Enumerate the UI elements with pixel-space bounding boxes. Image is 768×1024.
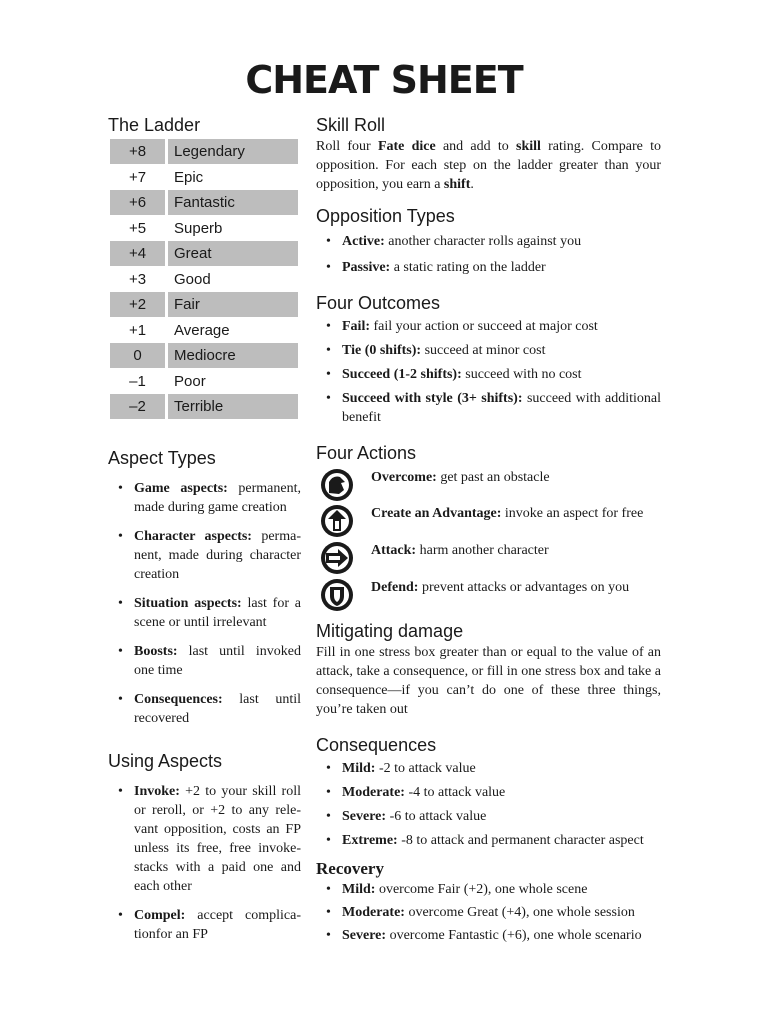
action-text <box>371 541 549 560</box>
text-run: Roll four <box>316 139 378 154</box>
list-item <box>108 690 301 728</box>
term: shift <box>443 177 471 192</box>
ladder-row <box>110 267 298 293</box>
description: -8 to attack and permanent character aspect <box>397 833 644 848</box>
action-text <box>371 504 643 523</box>
ladder-table <box>110 139 298 420</box>
description: overcome Great (+4), one whole session <box>404 905 635 920</box>
ladder-value: +7 <box>128 168 147 186</box>
ladder-heading: The Ladder <box>108 115 201 135</box>
ladder-row <box>110 318 298 344</box>
ladder-label: Great <box>168 241 298 266</box>
list-item <box>316 807 661 826</box>
list-item <box>316 903 661 922</box>
list-item <box>316 232 661 251</box>
opposition-types-heading: Opposition Types <box>316 206 455 226</box>
description: invoke an aspect for free <box>501 506 644 521</box>
list-item <box>108 642 301 680</box>
ladder-row <box>110 369 298 395</box>
list-item <box>316 258 661 277</box>
list-item <box>108 782 301 896</box>
description: overcome Fantastic (+6), one whole scenario <box>386 928 642 943</box>
description: another character rolls against you <box>384 234 582 249</box>
term: Succeed (1-2 shifts): <box>342 367 462 382</box>
term: Tie (0 shifts): <box>342 343 422 358</box>
term: Moderate: <box>342 905 405 920</box>
description: accept complicationfor an FP <box>134 908 301 942</box>
aspect-types-heading: Aspect Types <box>108 448 216 468</box>
ladder-label: Terrible <box>168 394 298 419</box>
term: Extreme: <box>342 833 398 848</box>
mitigating-heading: Mitigating damage <box>316 621 464 641</box>
description: +2 to your skill roll or reroll, or +2 to any relevant opposition, costs an FP unless its free, free invokestacks with a paid one and each other <box>134 784 301 894</box>
term: Succeed with style (3+ shifts): <box>342 391 523 406</box>
list-item <box>316 926 661 945</box>
ladder-label: Superb <box>174 219 223 237</box>
term: Moderate: <box>342 785 405 800</box>
skill-roll-text <box>316 137 661 194</box>
four-outcomes-heading: Four Outcomes <box>316 293 441 313</box>
term: Overcome: <box>371 470 437 485</box>
mitigating-text: Fill in one stress box greater than or equal to the value of an attack, take a consequence, or fill in one stress box and take a consequence—if you can’t do one of these three things, you’re taken out <box>316 645 661 717</box>
list-item <box>316 365 661 384</box>
ladder-row <box>110 394 298 420</box>
list-item <box>316 880 661 899</box>
four-actions-heading: Four Actions <box>316 443 417 463</box>
ladder-row <box>110 292 298 318</box>
description: succeed at minor cost <box>421 343 546 358</box>
description: last until invoked one time <box>134 644 301 678</box>
ladder-row <box>110 165 298 191</box>
consequences-list <box>316 759 661 850</box>
term: Active: <box>342 234 385 249</box>
list-item <box>108 479 301 517</box>
list-item <box>108 906 301 944</box>
action-text <box>371 468 550 487</box>
opposition-types-list <box>316 232 661 277</box>
term: Mild: <box>342 882 376 897</box>
term: Fail: <box>342 319 370 334</box>
recovery-heading: Recovery <box>316 859 384 878</box>
ladder-value: +8 <box>110 139 165 164</box>
term: Create an Advantage: <box>371 506 502 521</box>
ladder-row <box>110 216 298 242</box>
description: succeed with additional benefit <box>342 391 661 425</box>
term: Boosts: <box>134 644 178 659</box>
attack-icon <box>320 541 354 575</box>
term: Mild: <box>342 761 376 776</box>
text-run: . <box>470 177 474 192</box>
ladder-label: Fantastic <box>168 190 298 215</box>
description: get past an obstacle <box>436 470 550 485</box>
term: Character aspects: <box>134 529 252 544</box>
list-item <box>108 527 301 584</box>
list-item <box>316 783 661 802</box>
term: Fate dice <box>377 139 436 154</box>
description: prevent attacks or advantages on you <box>418 580 630 595</box>
using-aspects-heading: Using Aspects <box>108 751 223 771</box>
term: skill <box>516 139 541 154</box>
term: Situation aspects: <box>134 596 242 611</box>
action-text <box>371 578 629 597</box>
term: Game aspects: <box>134 481 228 496</box>
action-overcome <box>320 468 665 502</box>
description: overcome Fair (+2), one whole scene <box>375 882 588 897</box>
ladder-label: Mediocre <box>168 343 298 368</box>
term: Invoke: <box>134 784 180 799</box>
create-advantage-icon <box>320 504 354 538</box>
list-item <box>316 317 661 336</box>
description: harm another character <box>416 543 549 558</box>
text-run: and add to <box>435 139 516 154</box>
ladder-row <box>110 343 298 369</box>
ladder-value: –2 <box>110 394 165 419</box>
term: Consequences: <box>134 692 223 707</box>
defend-icon <box>320 578 354 612</box>
description: -6 to attack value <box>386 809 487 824</box>
list-item <box>108 594 301 632</box>
action-create-advantage <box>320 504 665 538</box>
description: a static rating on the ladder <box>390 260 546 275</box>
ladder-value: +1 <box>128 321 147 339</box>
overcome-icon <box>320 468 354 502</box>
term: Severe: <box>342 928 387 943</box>
aspect-types-list <box>108 479 301 728</box>
term: Passive: <box>342 260 391 275</box>
ladder-value: +4 <box>110 241 165 266</box>
ladder-label: Epic <box>174 168 204 186</box>
skill-roll-heading: Skill Roll <box>316 115 386 135</box>
ladder-value: +5 <box>128 219 147 237</box>
description: succeed with no cost <box>461 367 582 382</box>
ladder-value: +3 <box>128 270 147 288</box>
ladder-label: Fair <box>168 292 298 317</box>
ladder-label: Poor <box>174 372 206 390</box>
ladder-label: Legendary <box>168 139 298 164</box>
ladder-value: +6 <box>110 190 165 215</box>
ladder-value: +2 <box>110 292 165 317</box>
description: last until recovered <box>134 692 301 726</box>
ladder-value: –1 <box>129 372 146 390</box>
term: Defend: <box>371 580 419 595</box>
term: Attack: <box>371 543 417 558</box>
term: Severe: <box>342 809 387 824</box>
recovery-list <box>316 880 661 945</box>
description: -4 to attack value <box>404 785 506 800</box>
list-item <box>316 389 661 427</box>
list-item <box>316 759 661 778</box>
term: Compel: <box>134 908 186 923</box>
consequences-heading: Consequences <box>316 735 437 755</box>
description: permanent, made during character creation <box>134 529 301 582</box>
ladder-row <box>110 139 298 165</box>
ladder-value: 0 <box>110 343 165 368</box>
ladder-row <box>110 241 298 267</box>
description: permanent, made during game creation <box>134 481 301 515</box>
page-title: CHEAT SHEET <box>245 58 523 102</box>
using-aspects-list <box>108 782 301 944</box>
action-defend <box>320 578 665 612</box>
ladder-row <box>110 190 298 216</box>
list-item <box>316 831 661 850</box>
text-run: rating. Compare to opposition. For each step on the ladder greater than your opposition, you earn a <box>316 139 661 192</box>
description: -2 to attack value <box>375 761 476 776</box>
ladder-label: Good <box>174 270 211 288</box>
list-item <box>316 341 661 360</box>
four-outcomes-list <box>316 317 661 427</box>
description: last for a scene or until irrelevant <box>134 596 301 630</box>
ladder-label: Average <box>174 321 230 339</box>
description: fail your action or succeed at major cost <box>370 319 598 334</box>
action-attack <box>320 541 665 575</box>
